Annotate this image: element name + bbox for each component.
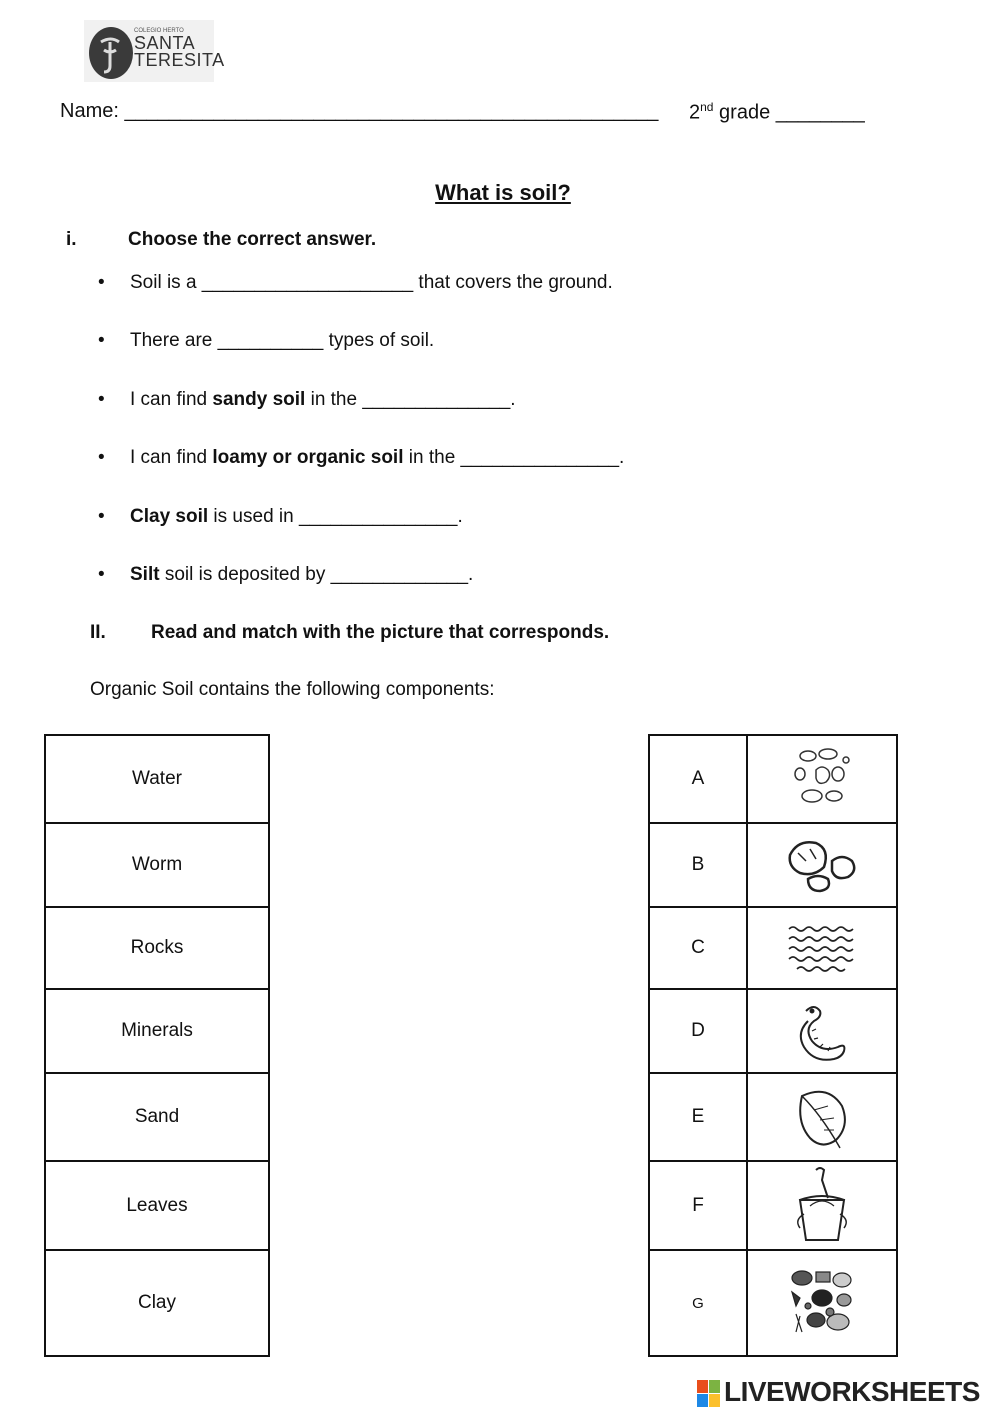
footer-brand[interactable]: LIVEWORKSHEETS (724, 1376, 980, 1407)
letter-cell[interactable]: B (649, 823, 747, 907)
components-table (44, 734, 270, 1357)
logo-line2: TERESITA (134, 50, 225, 70)
component-cell[interactable]: Worm (45, 823, 269, 907)
letter-cell[interactable]: G (649, 1250, 747, 1356)
grade-line (689, 100, 865, 125)
bullet-dot: • (98, 506, 105, 527)
component-cell[interactable]: Leaves (45, 1161, 269, 1250)
question-4 (98, 447, 624, 469)
bullet-dot: • (98, 330, 105, 351)
component-cell[interactable]: Water (45, 735, 269, 823)
section2-numeral: II. (90, 622, 106, 643)
component-cell[interactable]: Rocks (45, 907, 269, 989)
section2-heading: Read and match with the picture that corresponds. (151, 622, 610, 643)
question-bold: Clay soil (130, 506, 209, 527)
letter-cell[interactable]: D (649, 989, 747, 1073)
question-text: is used in _______________. (208, 506, 463, 527)
grade-label: grade (719, 101, 771, 124)
picture-cell[interactable] (747, 1073, 897, 1161)
bullet-dot: • (98, 389, 105, 410)
bullet-dot: • (98, 447, 105, 468)
minerals-icon (790, 746, 854, 812)
picture-cell[interactable] (747, 907, 897, 989)
letter-cell[interactable]: C (649, 907, 747, 989)
clay-soil-icon (786, 1268, 858, 1338)
page-title: What is soil? (435, 180, 571, 205)
question-text: Soil is a ____________________ that covers the ground. (130, 272, 613, 293)
question-text: There are __________ types of soil. (130, 330, 435, 351)
sand-bucket-icon (790, 1166, 854, 1246)
pictures-table (648, 734, 898, 1357)
question-text: I can find (130, 447, 213, 468)
worm-icon (792, 1001, 852, 1061)
section1-numeral: i. (66, 229, 77, 250)
logo-text (134, 28, 225, 69)
letter-cell[interactable]: F (649, 1161, 747, 1250)
component-cell[interactable]: Clay (45, 1250, 269, 1356)
liveworksheets-logo-icon (697, 1380, 721, 1408)
name-line (60, 100, 658, 123)
logo-small-text: COLEGIO HERTO (134, 28, 184, 34)
component-cell[interactable]: Minerals (45, 989, 269, 1073)
question-3 (98, 389, 516, 411)
bullet-dot: • (98, 564, 105, 585)
picture-cell[interactable] (747, 735, 897, 823)
picture-cell[interactable] (747, 1250, 897, 1356)
component-cell[interactable]: Sand (45, 1073, 269, 1161)
question-5 (98, 506, 463, 528)
picture-cell[interactable] (747, 989, 897, 1073)
question-text: in the ______________. (305, 389, 516, 410)
question-6 (98, 564, 473, 586)
grade-suffix: nd (700, 100, 714, 114)
name-label: Name: (60, 100, 119, 122)
question-bold: loamy or organic soil (212, 447, 404, 468)
picture-cell[interactable] (747, 823, 897, 907)
question-text: I can find (130, 389, 213, 410)
bullet-dot: • (98, 272, 105, 293)
question-text: in the _______________. (403, 447, 625, 468)
leaf-icon (792, 1084, 852, 1150)
water-icon (787, 923, 857, 973)
letter-cell[interactable]: A (649, 735, 747, 823)
section2-intro: Organic Soil contains the following components: (90, 679, 495, 700)
grade-blank[interactable]: ________ (775, 101, 865, 124)
question-bold: sandy soil (212, 389, 306, 410)
question-bold: Silt (130, 564, 160, 585)
question-text: soil is deposited by _____________. (159, 564, 474, 585)
section1-heading: Choose the correct answer. (128, 229, 377, 250)
logo-line1: SANTA (134, 33, 196, 53)
question-1 (98, 272, 613, 294)
name-blank[interactable]: ________________________________________________ (124, 100, 659, 122)
rocks-icon (784, 835, 860, 895)
letter-cell[interactable]: E (649, 1073, 747, 1161)
picture-cell[interactable] (747, 1161, 897, 1250)
grade-number: 2 (689, 101, 701, 124)
question-2 (98, 330, 434, 352)
